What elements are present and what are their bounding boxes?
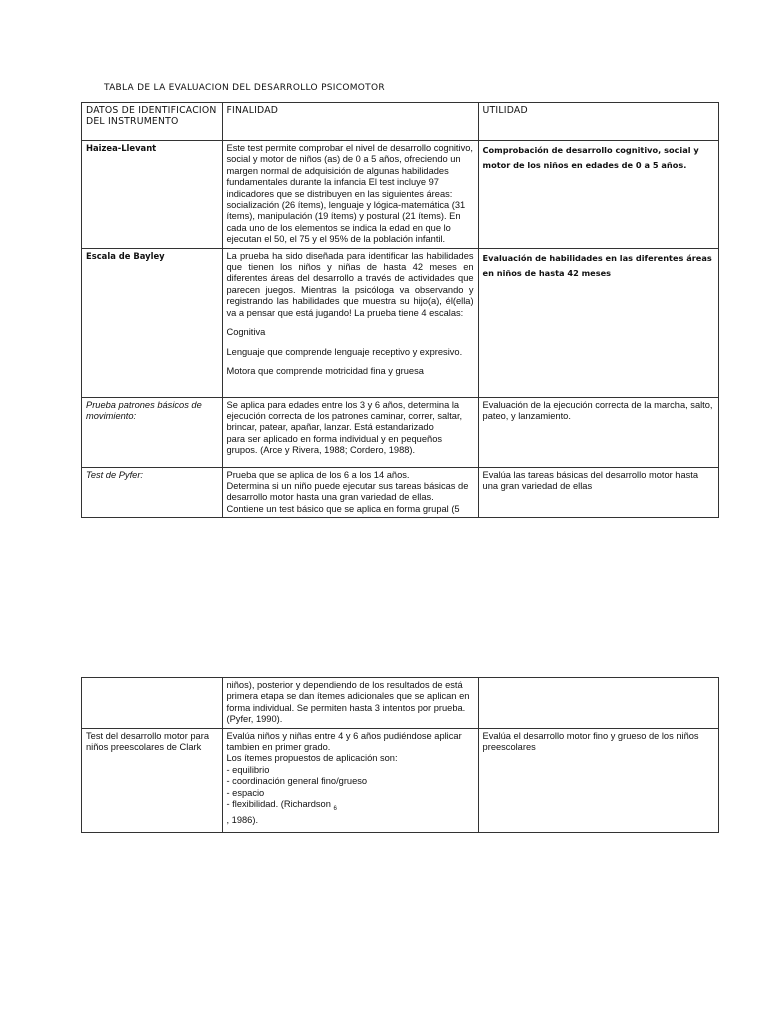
header-finalidad: FINALIDAD <box>222 103 478 141</box>
instrument-name: Test de Pyfer: <box>82 467 223 518</box>
utilidad-cell: Evalúa las tareas básicas del desarrollo motor hasta una gran variedad de ellas <box>478 467 718 518</box>
header-datos: DATOS DE IDENTIFICACION DEL INSTRUMENTO <box>82 103 223 141</box>
table-row <box>82 141 719 249</box>
finalidad-paragraph: Cognitiva <box>226 327 266 338</box>
utilidad-cell: Evaluación de habilidades en las diferentes áreas en niños de hasta 42 meses <box>478 248 718 397</box>
finalidad-line: Prueba que se aplica de los 6 a los 14 años. <box>226 469 410 480</box>
footnote-mark: 6 <box>333 805 337 812</box>
document-title: TABLA DE LA EVALUACION DEL DESARROLLO PSICOMOTOR <box>104 83 385 93</box>
utilidad-cell: Evaluación de la ejecución correcta de la marcha, salto, pateo, y lanzamiento. <box>478 397 718 467</box>
finalidad-paragraph: La prueba ha sido diseñada para identificar las habilidades que tienen los niños y niñas de hasta 42 meses en diferentes áreas del desarrollo a través de actividades que parecen juegos. Mientras la psicóloga va observando y registrando las habilidades que muestra su hijo(a), él(ella) va a pensar que está jugando! La prueba tiene 4 escalas: <box>226 250 474 318</box>
instrument-name: Test del desarrollo motor para niños preescolares de Clark <box>82 728 223 832</box>
finalidad-line: , 1986). <box>226 815 259 826</box>
finalidad-cell: Este test permite comprobar el nivel de desarrollo cognitivo, social y motor de niños (as) de 0 a 5 años, ofreciendo un margen normal de adquisición de algunas habilidades fundamentales durante la infancia El test incluye 97 indicadores que se distribuyen en las siguientes áreas: socialización (26 ítems), lenguaje y lógica-matemática (31 ítems), manipulación (19 ítems) y postural (21 ítems). En cada uno de los elementos se indica la edad en que lo ejecutan el 50, el 75 y el 95% de la población infantil. <box>222 141 478 249</box>
finalidad-cell: niños), posterior y dependiendo de los resultados de está primera etapa se dan ítemes adicionales que se aplican en forma individual. Se permiten hasta 3 intentos por prueba. (Pyfer, 1990). <box>222 678 478 729</box>
utilidad-cell: Comprobación de desarrollo cognitivo, social y motor de los niños en edades de 0 a 5 años. <box>478 141 718 249</box>
finalidad-cell <box>222 467 478 518</box>
finalidad-line: Se aplica para edades entre los 3 y 6 años, determina la ejecución correcta de los patrones caminar, correr, saltar, brincar, patear, apañar, lanzar. Está estandarizado <box>226 399 463 433</box>
table-row <box>82 248 719 397</box>
finalidad-cell <box>222 248 478 397</box>
finalidad-line: Los ítemes propuestos de aplicación son: <box>226 753 398 764</box>
finalidad-line-text: - flexibilidad. (Richardson <box>226 799 331 810</box>
table-row <box>82 397 719 467</box>
finalidad-line: Determina si un niño puede ejecutar sus tareas básicas de desarrollo motor hasta una gran variedad de ellas. <box>226 481 469 503</box>
utilidad-cell <box>478 678 718 729</box>
finalidad-paragraph: Motora que comprende motricidad fina y gruesa <box>226 365 424 376</box>
finalidad-line: para ser aplicado en forma individual y en pequeños grupos. (Arce y Rivera, 1988; Cordero, 1988). <box>226 433 443 456</box>
header-utilidad: UTILIDAD <box>478 103 718 141</box>
finalidad-cell <box>222 397 478 467</box>
finalidad-line: Evalúa niños y niñas entre 4 y 6 años pudiéndose aplicar tambien en primer grado. <box>226 730 462 753</box>
instrument-name: Haizea-Llevant <box>82 141 223 249</box>
finalidad-line: - coordinación general fino/grueso <box>226 776 368 787</box>
utilidad-cell: Evalúa el desarrollo motor fino y grueso de los niños preescolares <box>478 728 718 832</box>
evaluation-table-continued <box>81 677 719 833</box>
finalidad-cell <box>222 728 478 832</box>
table-row <box>82 467 719 518</box>
table-row <box>82 728 719 832</box>
finalidad-paragraph: Lenguaje que comprende lenguaje receptivo y expresivo. <box>226 346 463 357</box>
finalidad-line: - equilibrio <box>226 764 270 775</box>
finalidad-line: - espacio <box>226 787 265 798</box>
instrument-name: Escala de Bayley <box>82 248 223 397</box>
table-header-row <box>82 103 719 141</box>
finalidad-line: Contiene un test básico que se aplica en forma grupal (5 <box>226 503 460 514</box>
evaluation-table <box>81 102 719 518</box>
instrument-name: Prueba patrones básicos de movimiento: <box>82 397 223 467</box>
finalidad-line <box>227 799 474 815</box>
instrument-name <box>82 678 223 729</box>
table-row <box>82 678 719 729</box>
